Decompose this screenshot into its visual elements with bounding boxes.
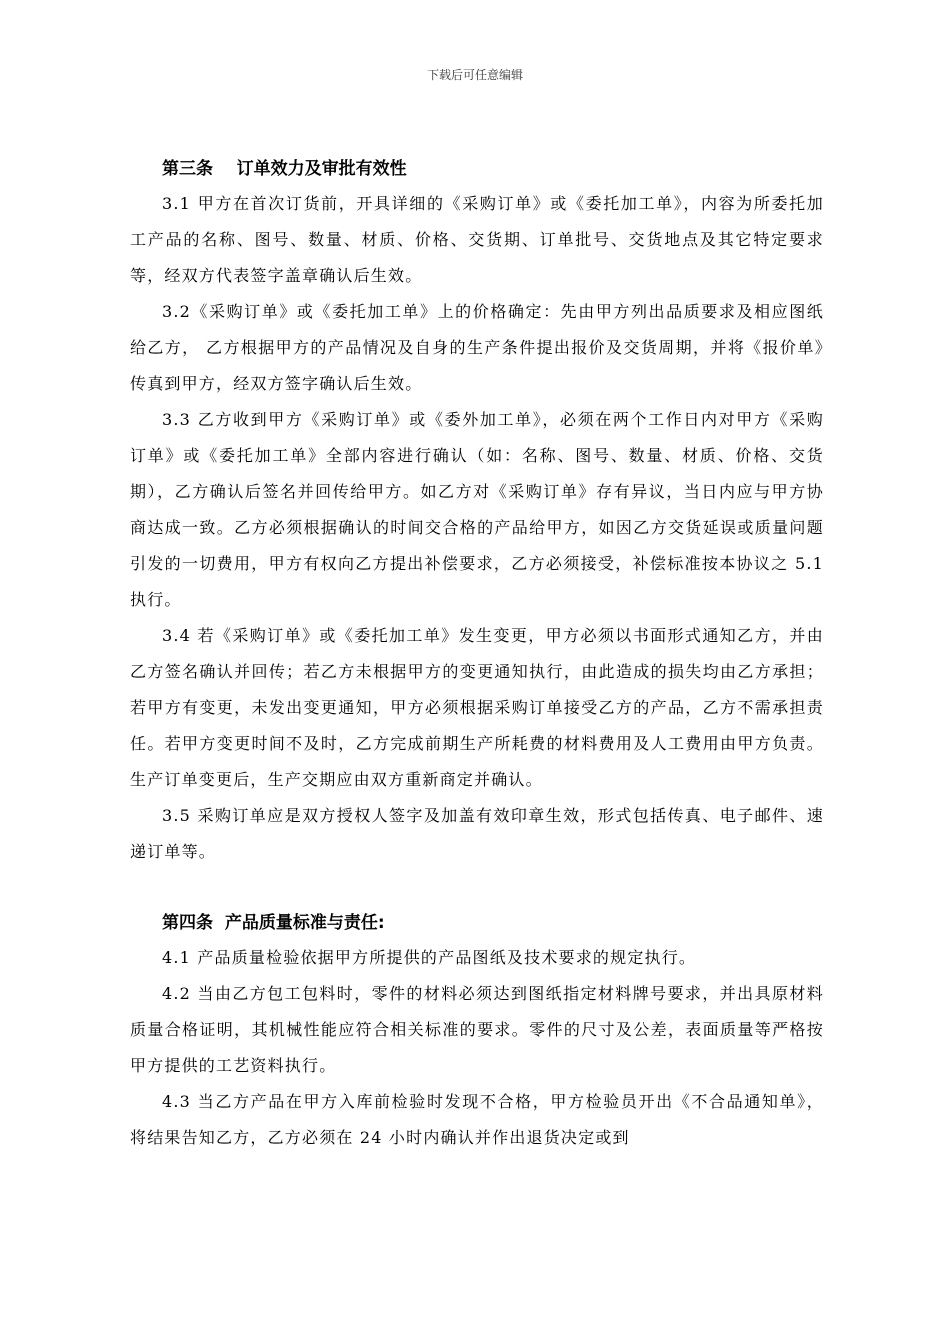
- clause-4-2: 4.2 当由乙方包工包料时，零件的材料必须达到图纸指定材料牌号要求，并出具原材料质量合格证明，其机械性能应符合相关标准的要求。零件的尺寸及公差，表面质量等严格按甲方提供的工艺资料执行。: [130, 984, 824, 1075]
- clause-3-5: 3.5 采购订单应是双方授权人签字及加盖有效印章生效，形式包括传真、电子邮件、速递订单等。: [130, 806, 824, 861]
- clause-3-3: 3.3 乙方收到甲方《采购订单》或《委外加工单》，必须在两个工作日内对甲方《采购订单》或《委托加工单》全部内容进行确认（如：名称、图号、数量、材质、价格、交货期），乙方确认后签名并回传给甲方。如乙方对《采购订单》存有异议，当日内应与甲方协商达成一致。乙方必须根据确认的时间交合格的产品给甲方，如因乙方交货延误或质量问题引发的一切费用，甲方有权向乙方提出补偿要求，乙方必须接受，补偿标准按本协议之 5.1 执行。: [130, 410, 824, 609]
- clause-4-1: 4.1 产品质量检验依据甲方所提供的产品图纸及技术要求的规定执行。: [162, 948, 697, 967]
- clause-3-2: 3.2《采购订单》或《委托加工单》上的价格确定：先由甲方列出品质要求及相应图纸给乙方， 乙方根据甲方的产品情况及自身的生产条件提出报价及交货周期，并将《报价单》传真到甲方，经双方签字确认后生效。: [130, 302, 824, 393]
- clause-3-4: 3.4 若《采购订单》或《委托加工单》发生变更，甲方必须以书面形式通知乙方，并由乙方签名确认并回传；若乙方未根据甲方的变更通知执行，由此造成的损失均由乙方承担；若甲方有变更，未发出变更通知，甲方必须根据采购订单接受乙方的产品，乙方不需承担责任。若甲方变更时间不及时，乙方完成前期生产所耗费的材料费用及人工费用由甲方负责。生产订单变更后，生产交期应由双方重新商定并确认。: [130, 626, 824, 789]
- section-4-heading: 第四条 产品质量标准与责任:: [162, 913, 385, 933]
- clause-3-1: 3.1 甲方在首次订货前，开具详细的《采购订单》或《委托加工单》，内容为所委托加工产品的名称、图号、数量、材质、价格、交货期、订单批号、交货地点及其它特定要求等，经双方代表签字盖章确认后生效。: [130, 194, 824, 285]
- section-spacer: [130, 870, 824, 906]
- section-3-heading: 第三条 订单效力及审批有效性: [162, 159, 407, 179]
- document-body: [130, 152, 824, 1156]
- page-header: 下载后可任意编辑: [426, 68, 523, 82]
- clause-4-3: 4.3 当乙方产品在甲方入库前检验时发现不合格，甲方检验员开出《不合品通知单》，将结果告知乙方，乙方必须在 24 小时内确认并作出退货决定或到: [130, 1092, 824, 1147]
